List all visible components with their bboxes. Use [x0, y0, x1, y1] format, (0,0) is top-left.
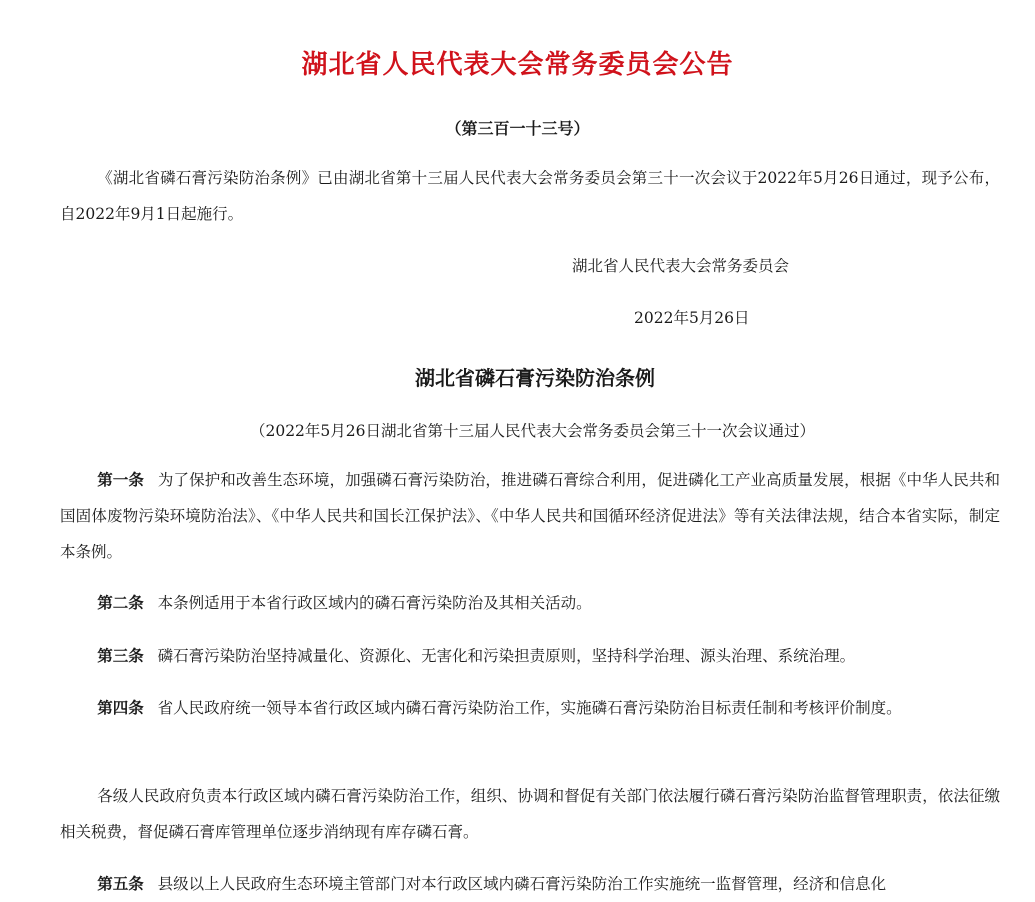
- article-4-paragraph-2: 各级人民政府负责本行政区域内磷石膏污染防治工作，组织、协调和督促有关部门依法履行磷石膏污染防治监督管理职责，依法征缴相关税费，督促磷石膏库管理单位逐步消纳现有库存磷石膏。: [60, 787, 1000, 841]
- regulation-title: 湖北省磷石膏污染防治条例: [415, 366, 655, 390]
- article-2: [60, 585, 1000, 621]
- article-1: [60, 462, 1000, 570]
- article-5: [60, 866, 1000, 902]
- article-text: 本条例适用于本省行政区域内的磷石膏污染防治及其相关活动。: [157, 594, 592, 612]
- article-text: 磷石膏污染防治坚持减量化、资源化、无害化和污染担责原则，坚持科学治理、源头治理、系统治理。: [157, 647, 856, 665]
- announcement-title: 湖北省人民代表大会常务委员会公告: [301, 50, 734, 80]
- article-label: 第五条: [97, 874, 144, 893]
- article-3: [60, 638, 1000, 674]
- article-label: 第四条: [97, 698, 144, 717]
- article-label: 第二条: [97, 593, 144, 612]
- article-text: 省人民政府统一领导本省行政区域内磷石膏污染防治工作，实施磷石膏污染防治目标责任制和考核评价制度。: [157, 699, 902, 717]
- announcement-date: 2022年5月26日: [634, 309, 750, 327]
- announcement-number: （第三百一十三号）: [445, 119, 590, 138]
- article-text: 县级以上人民政府生态环境主管部门对本行政区域内磷石膏污染防治工作实施统一监督管理，经济和信息化: [157, 875, 887, 893]
- announcement-signer: 湖北省人民代表大会常务委员会: [572, 257, 790, 275]
- article-label: 第一条: [97, 470, 144, 489]
- article-text: 为了保护和改善生态环境，加强磷石膏污染防治，推进磷石膏综合利用，促进磷化工产业高质量发展，根据《中华人民共和国固体废物污染环境防治法》、《中华人民共和国长江保护法》、《中华人民共和国循环经济促进法》等有关法律法规，结合本省实际，制定本条例。: [60, 471, 1000, 561]
- announcement-body: 《湖北省磷石膏污染防治条例》已由湖北省第十三届人民代表大会常务委员会第三十一次会议于2022年5月26日通过，现予公布，自2022年9月1日起施行。: [60, 169, 1000, 223]
- article-label: 第三条: [97, 646, 144, 665]
- article-4: [60, 690, 1000, 726]
- regulation-adoption-note: （2022年5月26日湖北省第十三届人民代表大会常务委员会第三十一次会议通过）: [249, 422, 816, 440]
